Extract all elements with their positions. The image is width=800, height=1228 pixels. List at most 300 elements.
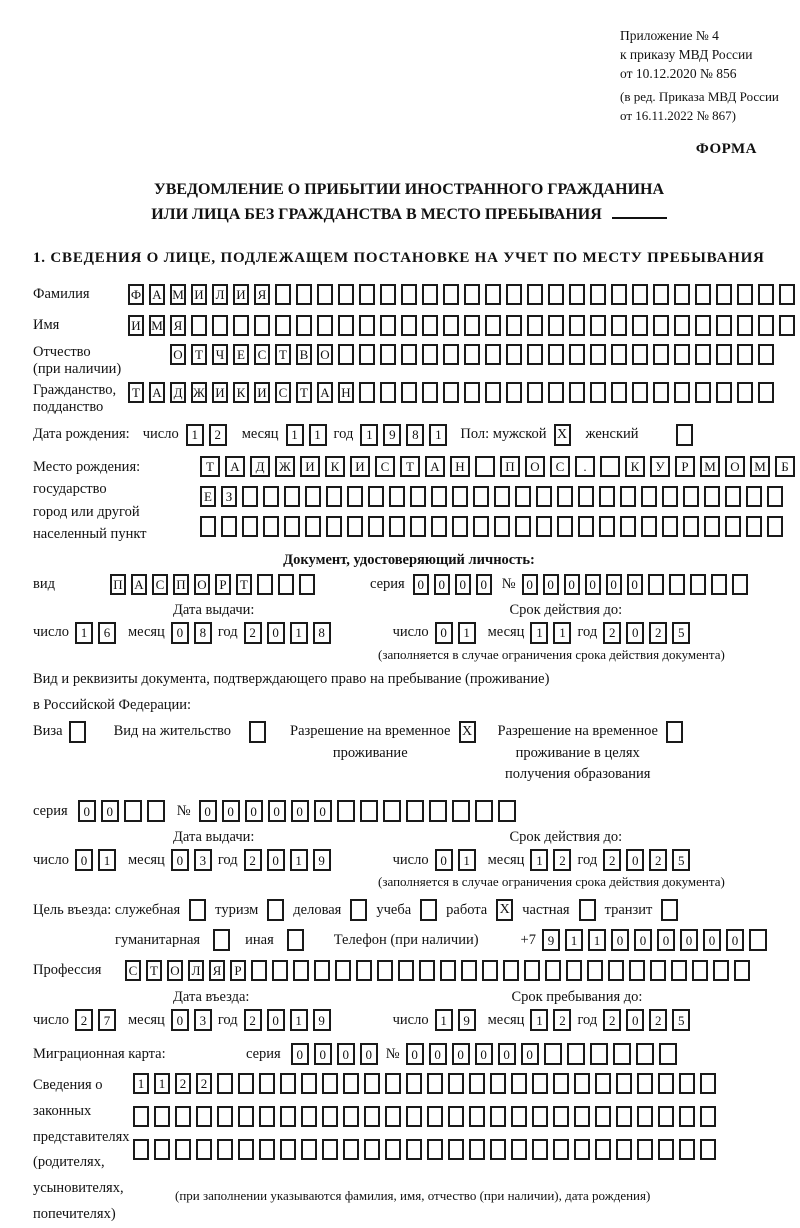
- char-box[interactable]: [490, 1073, 506, 1094]
- char-box[interactable]: [711, 574, 727, 595]
- char-box[interactable]: [305, 486, 321, 507]
- char-box[interactable]: [301, 1139, 317, 1160]
- char-box[interactable]: 9: [542, 929, 560, 951]
- char-box[interactable]: [429, 800, 447, 822]
- char-box[interactable]: [314, 960, 330, 981]
- char-box[interactable]: [490, 1139, 506, 1160]
- char-box[interactable]: 2: [75, 1009, 93, 1031]
- char-box[interactable]: [469, 1139, 485, 1160]
- char-box[interactable]: Т: [200, 456, 220, 477]
- char-box[interactable]: 1: [309, 424, 327, 446]
- char-box[interactable]: [473, 486, 489, 507]
- char-box[interactable]: [464, 315, 480, 336]
- char-box[interactable]: [154, 1139, 170, 1160]
- char-box[interactable]: 3: [194, 849, 212, 871]
- char-box[interactable]: 1: [553, 622, 571, 644]
- char-box[interactable]: Я: [209, 960, 225, 981]
- char-box[interactable]: 0: [564, 574, 580, 595]
- char-box[interactable]: [401, 344, 417, 365]
- char-box[interactable]: О: [170, 344, 186, 365]
- char-box[interactable]: П: [500, 456, 520, 477]
- char-box[interactable]: 0: [657, 929, 675, 951]
- char-box[interactable]: П: [110, 574, 126, 595]
- char-box[interactable]: К: [233, 382, 249, 403]
- char-box[interactable]: [360, 800, 378, 822]
- char-box[interactable]: 2: [553, 1009, 571, 1031]
- char-box[interactable]: 1: [290, 1009, 308, 1031]
- char-box[interactable]: [737, 382, 753, 403]
- char-box[interactable]: [359, 315, 375, 336]
- char-box[interactable]: [695, 284, 711, 305]
- char-box[interactable]: М: [149, 315, 165, 336]
- char-box[interactable]: [443, 315, 459, 336]
- char-box[interactable]: У: [650, 456, 670, 477]
- char-box[interactable]: [527, 344, 543, 365]
- char-box[interactable]: А: [149, 284, 165, 305]
- business-checkbox[interactable]: [350, 899, 367, 921]
- char-box[interactable]: [587, 960, 603, 981]
- char-box[interactable]: Н: [450, 456, 470, 477]
- char-box[interactable]: [259, 1106, 275, 1127]
- char-box[interactable]: [590, 1043, 608, 1065]
- char-box[interactable]: [368, 516, 384, 537]
- char-box[interactable]: О: [317, 344, 333, 365]
- char-box[interactable]: [427, 1073, 443, 1094]
- char-box[interactable]: [716, 284, 732, 305]
- char-box[interactable]: 1: [186, 424, 204, 446]
- visa-checkbox[interactable]: [69, 721, 86, 743]
- char-box[interactable]: 2: [553, 849, 571, 871]
- char-box[interactable]: А: [317, 382, 333, 403]
- char-box[interactable]: [200, 516, 216, 537]
- char-box[interactable]: [301, 1106, 317, 1127]
- char-box[interactable]: [732, 574, 748, 595]
- char-box[interactable]: [380, 344, 396, 365]
- char-box[interactable]: 0: [75, 849, 93, 871]
- char-box[interactable]: П: [173, 574, 189, 595]
- char-box[interactable]: [704, 486, 720, 507]
- char-box[interactable]: [511, 1073, 527, 1094]
- char-box[interactable]: [280, 1106, 296, 1127]
- char-box[interactable]: [511, 1139, 527, 1160]
- char-box[interactable]: 2: [244, 622, 262, 644]
- char-box[interactable]: [422, 284, 438, 305]
- char-box[interactable]: [532, 1073, 548, 1094]
- char-box[interactable]: [569, 315, 585, 336]
- char-box[interactable]: 0: [199, 800, 217, 822]
- char-box[interactable]: [674, 315, 690, 336]
- char-box[interactable]: [124, 800, 142, 822]
- study-checkbox[interactable]: [420, 899, 437, 921]
- char-box[interactable]: [611, 382, 627, 403]
- char-box[interactable]: Д: [170, 382, 186, 403]
- char-box[interactable]: 8: [313, 622, 331, 644]
- char-box[interactable]: [406, 1073, 422, 1094]
- char-box[interactable]: [422, 344, 438, 365]
- char-box[interactable]: 0: [268, 800, 286, 822]
- char-box[interactable]: [385, 1139, 401, 1160]
- char-box[interactable]: [641, 486, 657, 507]
- char-box[interactable]: [557, 486, 573, 507]
- char-box[interactable]: [632, 382, 648, 403]
- temp-permit-checkbox[interactable]: X: [459, 721, 476, 743]
- char-box[interactable]: [401, 382, 417, 403]
- male-checkbox[interactable]: X: [554, 424, 571, 446]
- char-box[interactable]: [636, 1043, 654, 1065]
- char-box[interactable]: Ф: [128, 284, 144, 305]
- char-box[interactable]: [406, 1106, 422, 1127]
- char-box[interactable]: 9: [458, 1009, 476, 1031]
- char-box[interactable]: 5: [672, 849, 690, 871]
- char-box[interactable]: [473, 516, 489, 537]
- char-box[interactable]: [133, 1139, 149, 1160]
- char-box[interactable]: [485, 315, 501, 336]
- char-box[interactable]: 6: [98, 622, 116, 644]
- char-box[interactable]: [448, 1073, 464, 1094]
- char-box[interactable]: [343, 1073, 359, 1094]
- char-box[interactable]: [299, 574, 315, 595]
- char-box[interactable]: [695, 382, 711, 403]
- char-box[interactable]: [637, 1106, 653, 1127]
- char-box[interactable]: С: [125, 960, 141, 981]
- char-box[interactable]: [704, 516, 720, 537]
- char-box[interactable]: [221, 516, 237, 537]
- char-box[interactable]: [419, 960, 435, 981]
- char-box[interactable]: [380, 315, 396, 336]
- char-box[interactable]: 0: [406, 1043, 424, 1065]
- char-box[interactable]: [443, 344, 459, 365]
- char-box[interactable]: [641, 516, 657, 537]
- char-box[interactable]: 2: [649, 849, 667, 871]
- char-box[interactable]: 5: [672, 1009, 690, 1031]
- char-box[interactable]: [653, 382, 669, 403]
- char-box[interactable]: [317, 284, 333, 305]
- char-box[interactable]: 0: [245, 800, 263, 822]
- char-box[interactable]: [532, 1106, 548, 1127]
- char-box[interactable]: [620, 486, 636, 507]
- char-box[interactable]: [359, 344, 375, 365]
- char-box[interactable]: А: [425, 456, 445, 477]
- char-box[interactable]: И: [300, 456, 320, 477]
- char-box[interactable]: [637, 1073, 653, 1094]
- char-box[interactable]: [553, 1106, 569, 1127]
- char-box[interactable]: 2: [649, 1009, 667, 1031]
- char-box[interactable]: [263, 486, 279, 507]
- char-box[interactable]: [133, 1106, 149, 1127]
- char-box[interactable]: З: [221, 486, 237, 507]
- char-box[interactable]: И: [350, 456, 370, 477]
- char-box[interactable]: [338, 344, 354, 365]
- char-box[interactable]: [368, 486, 384, 507]
- char-box[interactable]: [326, 516, 342, 537]
- char-box[interactable]: С: [152, 574, 168, 595]
- char-box[interactable]: 0: [627, 574, 643, 595]
- char-box[interactable]: [217, 1073, 233, 1094]
- char-box[interactable]: М: [700, 456, 720, 477]
- char-box[interactable]: 0: [726, 929, 744, 951]
- char-box[interactable]: [632, 315, 648, 336]
- char-box[interactable]: И: [191, 284, 207, 305]
- char-box[interactable]: [427, 1139, 443, 1160]
- char-box[interactable]: [569, 344, 585, 365]
- char-box[interactable]: [238, 1073, 254, 1094]
- char-box[interactable]: 0: [634, 929, 652, 951]
- char-box[interactable]: 0: [101, 800, 119, 822]
- char-box[interactable]: И: [254, 382, 270, 403]
- char-box[interactable]: [506, 284, 522, 305]
- char-box[interactable]: [674, 344, 690, 365]
- char-box[interactable]: [364, 1073, 380, 1094]
- char-box[interactable]: 5: [672, 622, 690, 644]
- char-box[interactable]: [338, 284, 354, 305]
- char-box[interactable]: [389, 486, 405, 507]
- char-box[interactable]: Т: [236, 574, 252, 595]
- char-box[interactable]: [690, 574, 706, 595]
- char-box[interactable]: 0: [337, 1043, 355, 1065]
- char-box[interactable]: А: [225, 456, 245, 477]
- char-box[interactable]: К: [325, 456, 345, 477]
- char-box[interactable]: 1: [458, 849, 476, 871]
- char-box[interactable]: [238, 1139, 254, 1160]
- char-box[interactable]: [658, 1139, 674, 1160]
- char-box[interactable]: [746, 486, 762, 507]
- char-box[interactable]: 0: [680, 929, 698, 951]
- char-box[interactable]: 0: [522, 574, 538, 595]
- char-box[interactable]: [175, 1139, 191, 1160]
- char-box[interactable]: Ж: [191, 382, 207, 403]
- char-box[interactable]: 1: [290, 622, 308, 644]
- char-box[interactable]: [506, 315, 522, 336]
- char-box[interactable]: И: [128, 315, 144, 336]
- char-box[interactable]: В: [296, 344, 312, 365]
- char-box[interactable]: 7: [98, 1009, 116, 1031]
- char-box[interactable]: 1: [530, 622, 548, 644]
- char-box[interactable]: [674, 284, 690, 305]
- char-box[interactable]: [338, 315, 354, 336]
- char-box[interactable]: [343, 1106, 359, 1127]
- char-box[interactable]: 0: [267, 849, 285, 871]
- char-box[interactable]: [695, 344, 711, 365]
- char-box[interactable]: 0: [585, 574, 601, 595]
- char-box[interactable]: 8: [194, 622, 212, 644]
- char-box[interactable]: [503, 960, 519, 981]
- char-box[interactable]: [377, 960, 393, 981]
- other-checkbox[interactable]: [287, 929, 304, 951]
- char-box[interactable]: [595, 1139, 611, 1160]
- female-checkbox[interactable]: [676, 424, 693, 446]
- char-box[interactable]: [335, 960, 351, 981]
- char-box[interactable]: [671, 960, 687, 981]
- char-box[interactable]: [590, 382, 606, 403]
- char-box[interactable]: [695, 315, 711, 336]
- char-box[interactable]: Я: [170, 315, 186, 336]
- char-box[interactable]: 0: [413, 574, 429, 595]
- char-box[interactable]: [251, 960, 267, 981]
- char-box[interactable]: [737, 315, 753, 336]
- char-box[interactable]: О: [194, 574, 210, 595]
- char-box[interactable]: [767, 516, 783, 537]
- char-box[interactable]: Я: [254, 284, 270, 305]
- char-box[interactable]: 0: [434, 574, 450, 595]
- char-box[interactable]: 1: [75, 622, 93, 644]
- official-checkbox[interactable]: [189, 899, 206, 921]
- char-box[interactable]: [758, 344, 774, 365]
- char-box[interactable]: [700, 1106, 716, 1127]
- char-box[interactable]: 0: [452, 1043, 470, 1065]
- char-box[interactable]: [452, 800, 470, 822]
- char-box[interactable]: 0: [171, 622, 189, 644]
- char-box[interactable]: [700, 1073, 716, 1094]
- char-box[interactable]: [356, 960, 372, 981]
- char-box[interactable]: О: [167, 960, 183, 981]
- char-box[interactable]: [191, 315, 207, 336]
- char-box[interactable]: [175, 1106, 191, 1127]
- char-box[interactable]: [746, 516, 762, 537]
- char-box[interactable]: М: [750, 456, 770, 477]
- char-box[interactable]: [548, 382, 564, 403]
- char-box[interactable]: 1: [360, 424, 378, 446]
- char-box[interactable]: [475, 456, 495, 477]
- char-box[interactable]: [275, 315, 291, 336]
- char-box[interactable]: [359, 284, 375, 305]
- char-box[interactable]: [305, 516, 321, 537]
- char-box[interactable]: Д: [250, 456, 270, 477]
- char-box[interactable]: [322, 1106, 338, 1127]
- char-box[interactable]: [301, 1073, 317, 1094]
- char-box[interactable]: 2: [603, 1009, 621, 1031]
- char-box[interactable]: 0: [171, 849, 189, 871]
- char-box[interactable]: [658, 1073, 674, 1094]
- char-box[interactable]: 0: [291, 800, 309, 822]
- char-box[interactable]: [254, 315, 270, 336]
- char-box[interactable]: 0: [521, 1043, 539, 1065]
- char-box[interactable]: Е: [200, 486, 216, 507]
- char-box[interactable]: [359, 382, 375, 403]
- tourism-checkbox[interactable]: [267, 899, 284, 921]
- char-box[interactable]: [322, 1139, 338, 1160]
- char-box[interactable]: [578, 486, 594, 507]
- char-box[interactable]: Ч: [212, 344, 228, 365]
- char-box[interactable]: [674, 382, 690, 403]
- char-box[interactable]: [401, 315, 417, 336]
- char-box[interactable]: [653, 315, 669, 336]
- char-box[interactable]: 0: [606, 574, 622, 595]
- char-box[interactable]: 0: [626, 622, 644, 644]
- char-box[interactable]: [527, 284, 543, 305]
- char-box[interactable]: [590, 344, 606, 365]
- char-box[interactable]: 2: [649, 622, 667, 644]
- char-box[interactable]: [401, 284, 417, 305]
- char-box[interactable]: 2: [603, 622, 621, 644]
- char-box[interactable]: [683, 516, 699, 537]
- char-box[interactable]: Т: [146, 960, 162, 981]
- char-box[interactable]: [567, 1043, 585, 1065]
- char-box[interactable]: С: [275, 382, 291, 403]
- char-box[interactable]: К: [625, 456, 645, 477]
- char-box[interactable]: С: [254, 344, 270, 365]
- char-box[interactable]: [464, 382, 480, 403]
- char-box[interactable]: [238, 1106, 254, 1127]
- char-box[interactable]: [653, 344, 669, 365]
- char-box[interactable]: 0: [78, 800, 96, 822]
- char-box[interactable]: [464, 344, 480, 365]
- char-box[interactable]: Н: [338, 382, 354, 403]
- char-box[interactable]: [296, 315, 312, 336]
- char-box[interactable]: [611, 284, 627, 305]
- char-box[interactable]: [700, 1139, 716, 1160]
- char-box[interactable]: [154, 1106, 170, 1127]
- char-box[interactable]: Т: [128, 382, 144, 403]
- char-box[interactable]: 0: [476, 574, 492, 595]
- char-box[interactable]: [406, 800, 424, 822]
- char-box[interactable]: [322, 1073, 338, 1094]
- char-box[interactable]: 0: [267, 622, 285, 644]
- edu-permit-checkbox[interactable]: [666, 721, 683, 743]
- char-box[interactable]: [648, 574, 664, 595]
- char-box[interactable]: 1: [458, 622, 476, 644]
- char-box[interactable]: [364, 1106, 380, 1127]
- char-box[interactable]: [725, 516, 741, 537]
- char-box[interactable]: [284, 486, 300, 507]
- char-box[interactable]: [716, 344, 732, 365]
- char-box[interactable]: [217, 1139, 233, 1160]
- char-box[interactable]: [527, 382, 543, 403]
- char-box[interactable]: [242, 486, 258, 507]
- char-box[interactable]: [389, 516, 405, 537]
- char-box[interactable]: 0: [543, 574, 559, 595]
- char-box[interactable]: [275, 284, 291, 305]
- char-box[interactable]: [347, 516, 363, 537]
- char-box[interactable]: 0: [435, 622, 453, 644]
- char-box[interactable]: [574, 1139, 590, 1160]
- char-box[interactable]: [196, 1106, 212, 1127]
- char-box[interactable]: [548, 315, 564, 336]
- transit-checkbox[interactable]: [661, 899, 678, 921]
- char-box[interactable]: [758, 382, 774, 403]
- char-box[interactable]: [257, 574, 273, 595]
- char-box[interactable]: [779, 284, 795, 305]
- char-box[interactable]: [548, 284, 564, 305]
- char-box[interactable]: Л: [188, 960, 204, 981]
- char-box[interactable]: 2: [244, 1009, 262, 1031]
- char-box[interactable]: [779, 315, 795, 336]
- char-box[interactable]: 2: [175, 1073, 191, 1094]
- char-box[interactable]: А: [149, 382, 165, 403]
- char-box[interactable]: 2: [244, 849, 262, 871]
- char-box[interactable]: [385, 1073, 401, 1094]
- char-box[interactable]: 0: [611, 929, 629, 951]
- humanitarian-checkbox[interactable]: [213, 929, 230, 951]
- char-box[interactable]: [469, 1073, 485, 1094]
- char-box[interactable]: А: [131, 574, 147, 595]
- char-box[interactable]: [515, 486, 531, 507]
- char-box[interactable]: [485, 284, 501, 305]
- char-box[interactable]: [527, 315, 543, 336]
- char-box[interactable]: Р: [215, 574, 231, 595]
- char-box[interactable]: 0: [429, 1043, 447, 1065]
- char-box[interactable]: [737, 344, 753, 365]
- char-box[interactable]: [569, 284, 585, 305]
- char-box[interactable]: [422, 382, 438, 403]
- char-box[interactable]: Р: [675, 456, 695, 477]
- char-box[interactable]: М: [170, 284, 186, 305]
- char-box[interactable]: [485, 344, 501, 365]
- char-box[interactable]: [653, 284, 669, 305]
- char-box[interactable]: [536, 486, 552, 507]
- char-box[interactable]: [422, 315, 438, 336]
- char-box[interactable]: [482, 960, 498, 981]
- char-box[interactable]: [284, 516, 300, 537]
